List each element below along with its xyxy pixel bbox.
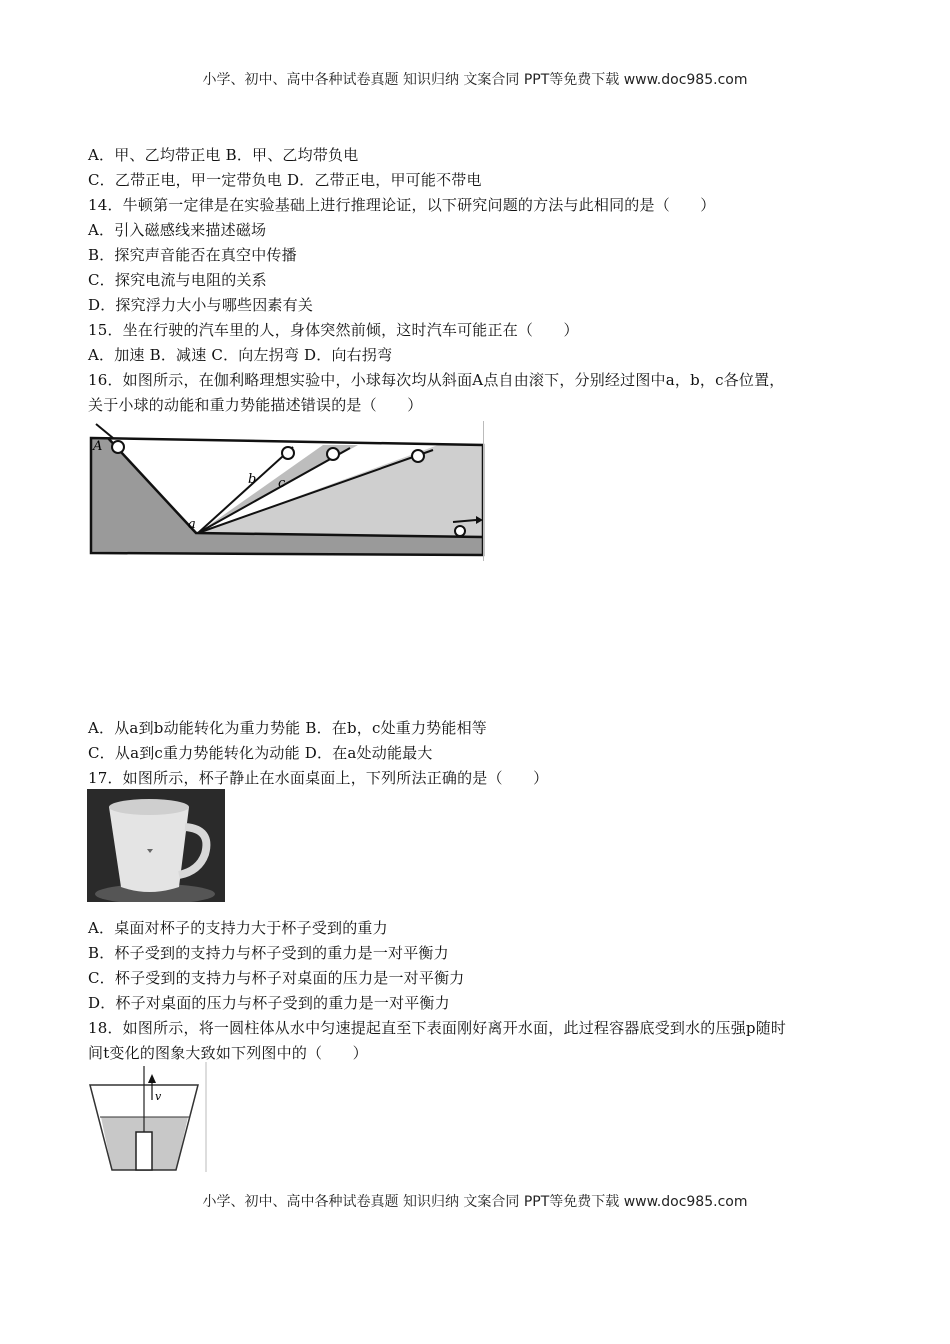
q14-option-b: B．探究声音能否在真空中传播 bbox=[88, 246, 297, 264]
galileo-ramp-figure bbox=[88, 420, 488, 562]
q18-stem-1: 18．如图所示，将一圆柱体从水中匀速提起直至下表面刚好离开水面，此过程容器底受到水的压强p随时 bbox=[88, 1019, 787, 1037]
q16-options-1: A．从a到b动能转化为重力势能 B．在b，c处重力势能相等 bbox=[88, 719, 487, 737]
label-a: a bbox=[188, 517, 196, 532]
q17-option-c: C．杯子受到的支持力与杯子对桌面的压力是一对平衡力 bbox=[88, 969, 465, 987]
label-v: v bbox=[155, 1090, 162, 1103]
q16-options-2: C．从a到c重力势能转化为动能 D．在a处动能最大 bbox=[88, 744, 433, 762]
label-c: c bbox=[278, 476, 286, 491]
q17-stem: 17．如图所示，杯子静止在水面桌面上，下列所法正确的是（ ） bbox=[88, 769, 549, 787]
q15-options: A．加速 B．减速 C．向左拐弯 D．向右拐弯 bbox=[88, 346, 393, 364]
q18-stem-2: 间t变化的图象大致如下列图中的（ ） bbox=[88, 1044, 368, 1062]
q17-option-b: B．杯子受到的支持力与杯子受到的重力是一对平衡力 bbox=[88, 944, 449, 962]
q17-option-a: A．桌面对杯子的支持力大于杯子受到的重力 bbox=[88, 919, 388, 937]
q17-option-d: D．杯子对桌面的压力与杯子受到的重力是一对平衡力 bbox=[88, 994, 450, 1012]
page-footer: 小学、初中、高中各种试卷真题 知识归纳 文案合同 PPT等免费下载 www.doc985.com bbox=[202, 1194, 748, 1210]
page-header: 小学、初中、高中各种试卷真题 知识归纳 文案合同 PPT等免费下载 www.doc985.com bbox=[202, 72, 748, 88]
q14-stem: 14．牛顿第一定律是在实验基础上进行推理论证，以下研究问题的方法与此相同的是（ ） bbox=[88, 196, 716, 214]
q13-options-2: C．乙带正电，甲一定带负电 D．乙带正电，甲可能不带电 bbox=[88, 171, 482, 189]
q16-stem-1: 16．如图所示，在伽利略理想实验中，小球每次均从斜面A点自由滚下，分别经过图中a，b，c各位置， bbox=[88, 371, 785, 389]
q14-option-c: C．探究电流与电阻的关系 bbox=[88, 271, 267, 289]
q15-stem: 15．坐在行驶的汽车里的人，身体突然前倾，这时汽车可能正在（ ） bbox=[88, 321, 579, 339]
cup-photo bbox=[87, 789, 225, 902]
container-cylinder-figure bbox=[88, 1062, 208, 1172]
q14-option-a: A．引入磁感线来描述磁场 bbox=[88, 221, 267, 239]
q16-stem-2: 关于小球的动能和重力势能描述错误的是（ ） bbox=[88, 396, 423, 414]
label-b: b bbox=[248, 472, 257, 487]
figure-border-line bbox=[483, 421, 484, 561]
q13-options-1: A．甲、乙均带正电 B．甲、乙均带负电 bbox=[88, 146, 359, 164]
label-A: A bbox=[93, 439, 103, 454]
q14-option-d: D．探究浮力大小与哪些因素有关 bbox=[88, 296, 314, 314]
